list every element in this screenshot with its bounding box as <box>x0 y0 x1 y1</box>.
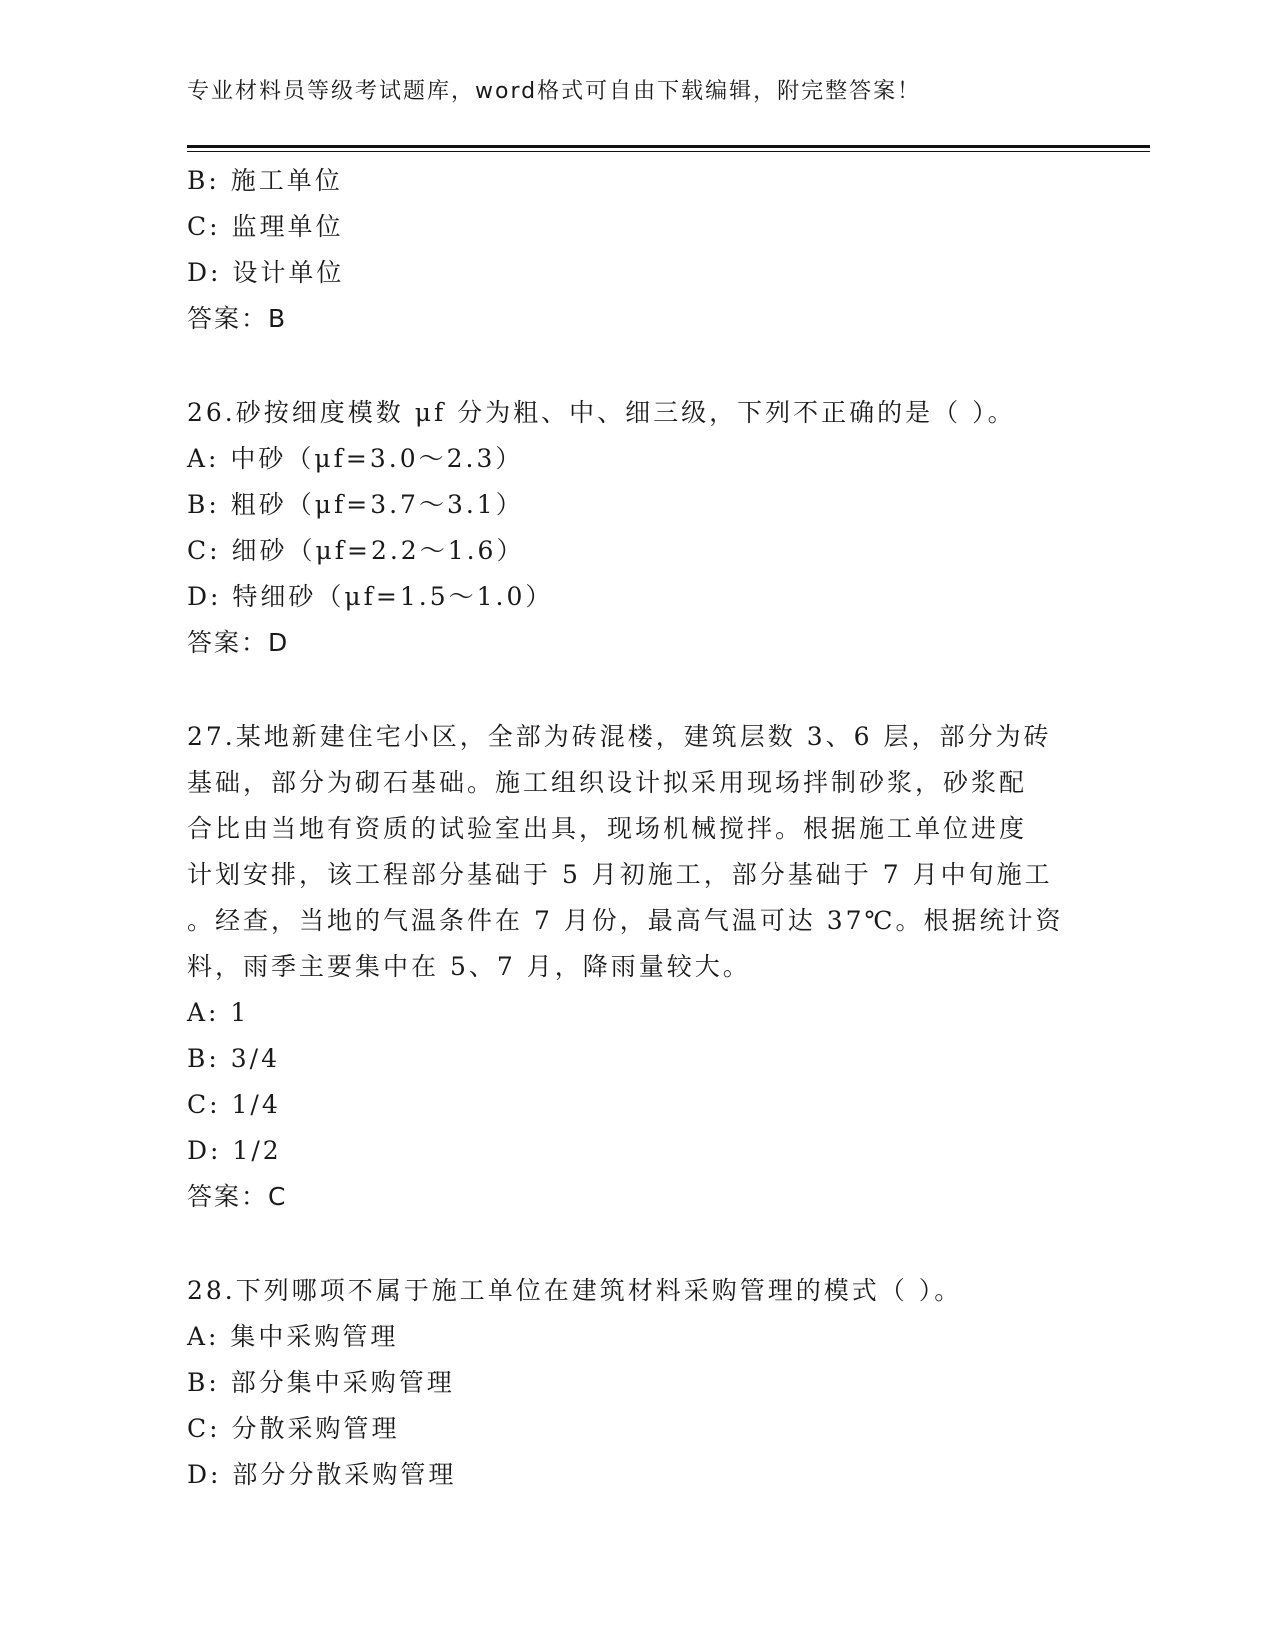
answer-line: 答案：D <box>187 628 290 657</box>
question-stem: 26.砂按细度模数 μf 分为粗、中、细三级，下列不正确的是（ ）。 <box>187 398 1016 427</box>
option-d: D: 设计单位 <box>187 258 345 287</box>
option-c: C: 分散采购管理 <box>187 1414 400 1443</box>
document-body <box>187 158 1067 1498</box>
header-divider-thin <box>187 151 1150 152</box>
question-stem-line: 基础，部分为砌石基础。施工组织设计拟采用现场拌制砂浆，砂浆配 <box>187 768 1028 797</box>
option-c: C: 1/4 <box>187 1090 281 1119</box>
option-c: C: 细砂（μf=2.2～1.6） <box>187 536 525 565</box>
question-stem-line: 。经查，当地的气温条件在 7 月份，最高气温可达 37℃。根据统计资 <box>187 906 1064 935</box>
question-27 <box>187 714 1067 1220</box>
answer-line: 答案：B <box>187 304 288 333</box>
question-stem-line: 27.某地新建住宅小区，全部为砖混楼，建筑层数 3、6 层，部分为砖 <box>187 722 1052 751</box>
option-d: D: 特细砂（μf=1.5～1.0） <box>187 582 554 611</box>
option-c: C: 监理单位 <box>187 212 344 241</box>
option-a: A: 中砂（μf=3.0～2.3） <box>187 444 524 473</box>
option-b: B: 3/4 <box>187 1044 280 1073</box>
option-d: D: 1/2 <box>187 1136 282 1165</box>
option-b: B: 粗砂（μf=3.7～3.1） <box>187 490 524 519</box>
option-b: B: 部分集中采购管理 <box>187 1368 455 1397</box>
option-a: A: 集中采购管理 <box>187 1322 399 1351</box>
question-28 <box>187 1268 1067 1498</box>
option-a: A: 1 <box>187 998 250 1027</box>
question-stem: 28.下列哪项不属于施工单位在建筑材料采购管理的模式（ ）。 <box>187 1276 963 1305</box>
answer-line: 答案：C <box>187 1182 288 1211</box>
option-d: D: 部分分散采购管理 <box>187 1460 457 1489</box>
question-stem-line: 料，雨季主要集中在 5、7 月，降雨量较大。 <box>187 952 751 981</box>
continued-question <box>187 158 1067 342</box>
page-header: 专业材料员等级考试题库，word格式可自由下载编辑，附完整答案！ <box>187 79 922 104</box>
header-divider-thick <box>187 145 1150 148</box>
question-stem-line: 计划安排，该工程部分基础于 5 月初施工，部分基础于 7 月中旬施工 <box>187 860 1053 889</box>
question-stem-line: 合比由当地有资质的试验室出具，现场机械搅拌。根据施工单位进度 <box>187 814 1028 843</box>
question-26 <box>187 390 1067 666</box>
option-b: B: 施工单位 <box>187 166 343 195</box>
